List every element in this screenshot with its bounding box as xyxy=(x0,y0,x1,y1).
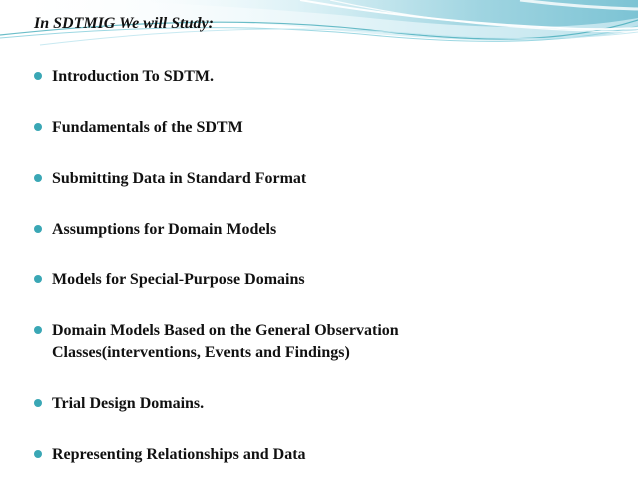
bullet-dot-icon xyxy=(34,269,50,291)
bullet-dot-icon xyxy=(34,219,50,241)
bullet-dot-icon xyxy=(34,320,50,342)
list-item-text xyxy=(52,320,594,364)
bullet-dot-icon xyxy=(34,444,50,466)
list-item xyxy=(34,117,594,139)
list-item xyxy=(34,269,594,291)
list-item xyxy=(34,320,594,364)
bullet-dot-icon xyxy=(34,117,50,139)
list-item-text: Representing Relationships and Data xyxy=(52,446,306,463)
list-item-text-line: Domain Models Based on the General Observation xyxy=(52,322,399,339)
list-item xyxy=(34,219,594,241)
list-item-text: Assumptions for Domain Models xyxy=(52,221,277,238)
bullet-dot-icon xyxy=(34,66,50,88)
list-item-text: Fundamentals of the SDTM xyxy=(52,119,243,136)
slide-title: In SDTMIG We will Study: xyxy=(34,15,214,32)
list-item xyxy=(34,444,594,466)
list-item-text: Models for Special-Purpose Domains xyxy=(52,271,305,288)
bullet-dot-icon xyxy=(34,393,50,415)
list-item-text-line: Classes(interventions, Events and Findings) xyxy=(52,344,350,361)
list-item xyxy=(34,66,594,88)
list-item-text: Introduction To SDTM. xyxy=(52,68,214,85)
list-item xyxy=(34,393,594,415)
list-item xyxy=(34,168,594,190)
list-item-text: Trial Design Domains. xyxy=(52,395,205,412)
bullet-dot-icon xyxy=(34,168,50,190)
list-item-text: Submitting Data in Standard Format xyxy=(52,170,307,187)
